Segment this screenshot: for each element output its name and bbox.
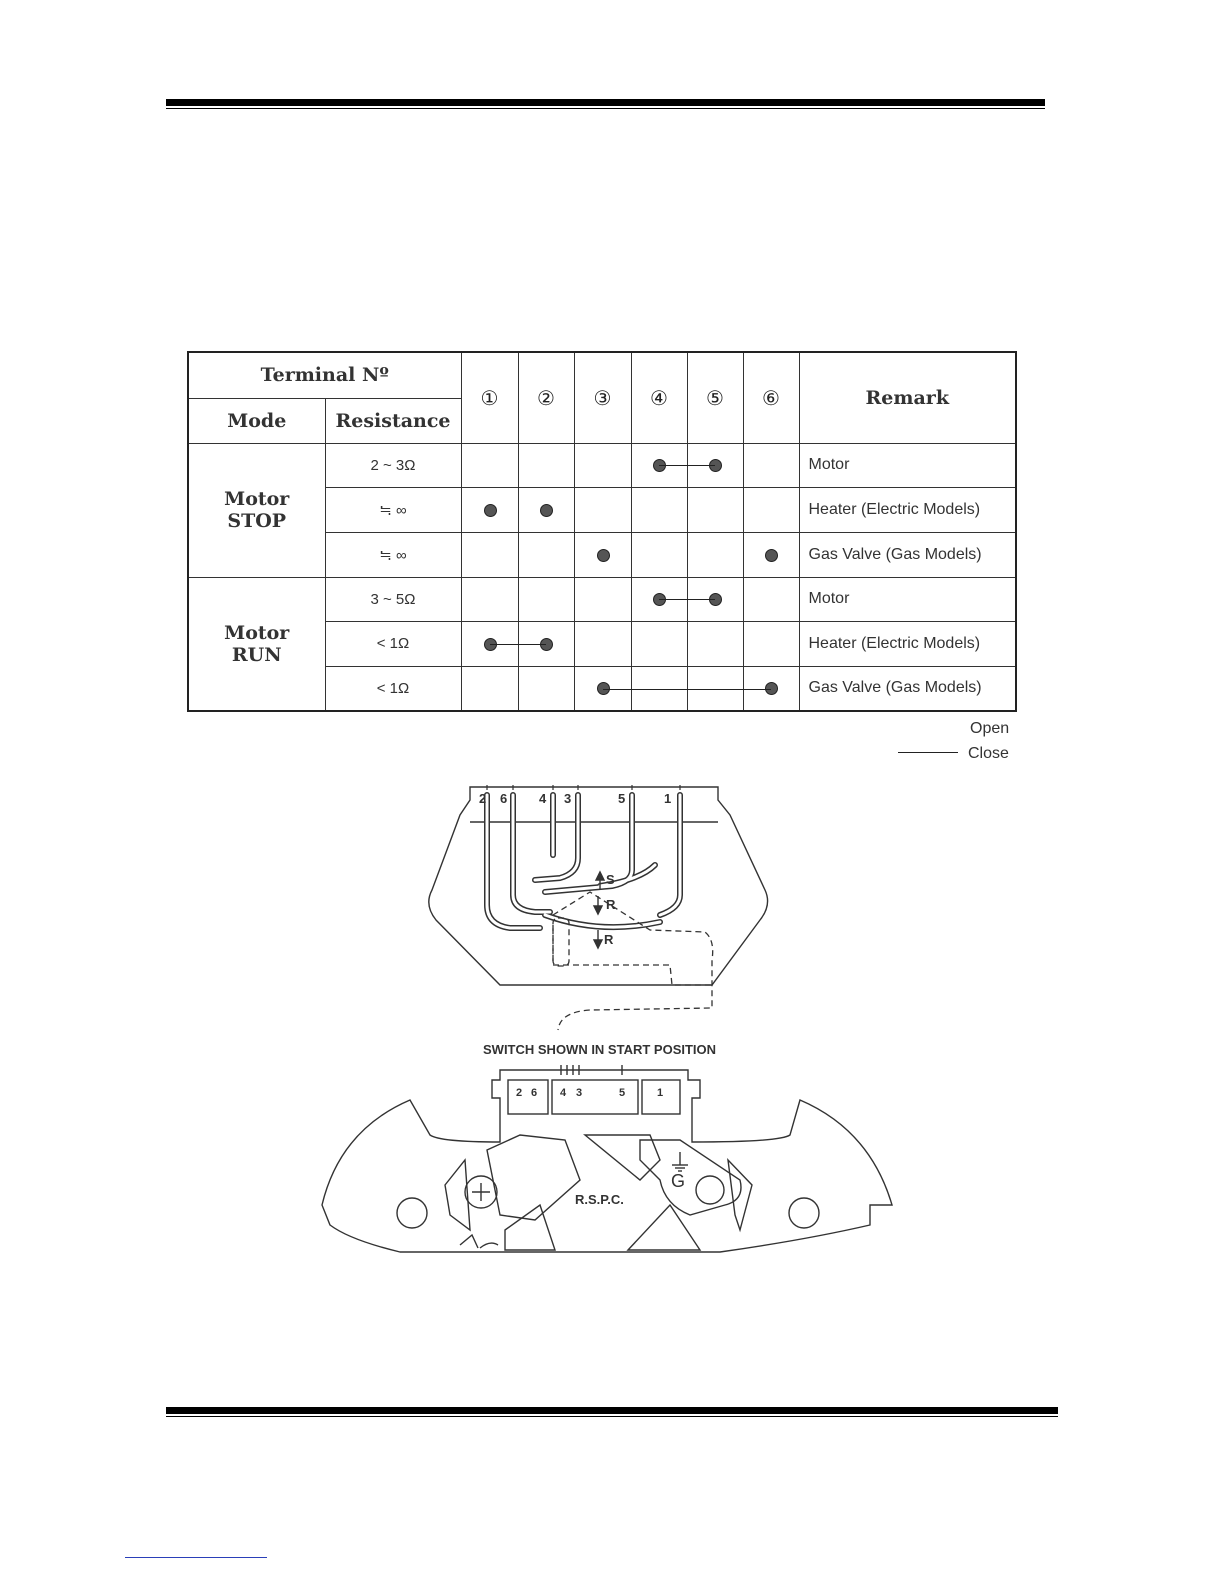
actuator-dashed: [553, 892, 713, 1030]
remark-header: Remark: [799, 352, 1016, 443]
legend-open: Open: [970, 720, 1010, 737]
diagram-caption: SWITCH SHOWN IN START POSITION: [483, 1042, 717, 1057]
bottom-terminal-label: 2: [516, 1087, 523, 1099]
bottom-rule-thin: [166, 1416, 1058, 1417]
terminal-6-header: ⑥: [743, 352, 799, 443]
arrow-label-s: S: [606, 872, 615, 887]
top-terminal-label: 4: [539, 791, 547, 806]
arrow-label-r2: R: [604, 932, 614, 947]
bottom-terminal-label: 3: [576, 1087, 583, 1099]
remark-cell: Motor: [799, 577, 1016, 621]
footer-link-underline: [125, 1557, 267, 1558]
resistance-cell: < 1Ω: [325, 666, 461, 711]
mode-line: Motor: [224, 488, 290, 510]
cutout-3: [585, 1135, 660, 1180]
top-terminal-label: 3: [564, 791, 572, 806]
cutout-4: [628, 1205, 700, 1250]
resistance-cell: < 1Ω: [325, 621, 461, 666]
bottom-terminal-label: 5: [619, 1087, 626, 1099]
remark-cell: Gas Valve (Gas Models): [799, 532, 1016, 577]
terminal-box-26: [508, 1080, 548, 1114]
terminal-no-header: Terminal Nº: [188, 352, 461, 398]
terminal-connection-line: [603, 689, 772, 690]
mode-header: Mode: [188, 398, 325, 443]
legend-close: Close: [968, 745, 1009, 762]
center-label: R.S.P.C.: [575, 1192, 624, 1207]
top-terminal-label: 2: [479, 791, 487, 806]
mode-line: Motor: [224, 621, 290, 644]
top-terminal-label: 1: [664, 791, 672, 806]
remark-cell: Gas Valve (Gas Models): [799, 666, 1016, 711]
resistance-cell: ≒ ∞: [325, 532, 461, 577]
terminal-connection-line: [490, 644, 547, 645]
terminal-4-header: ④: [631, 352, 687, 443]
remark-cell: Heater (Electric Models): [799, 621, 1016, 666]
terminal-2-header: ②: [518, 352, 574, 443]
clip-left: [445, 1160, 470, 1230]
mount-hole-left: [397, 1198, 427, 1228]
resistance-header: Resistance: [325, 398, 461, 443]
contact-strips: [487, 795, 680, 928]
ground-label: G: [671, 1171, 686, 1191]
mode-line: STOP: [227, 510, 287, 532]
bottom-terminal-label: 1: [657, 1087, 664, 1099]
terminal-3-header: ③: [574, 352, 631, 443]
remark-cell: Motor: [799, 443, 1016, 487]
mode-line: RUN: [231, 643, 282, 666]
terminal-5-header: ⑤: [687, 352, 743, 443]
terminal-connection-line: [659, 465, 715, 466]
top-terminal-label: 5: [618, 791, 626, 806]
top-terminal-label: 6: [500, 791, 508, 806]
bottom-terminal-labels: [516, 1087, 663, 1099]
ground-hole: [696, 1176, 724, 1204]
ground-lever: [640, 1140, 741, 1215]
remark-cell: Heater (Electric Models): [799, 487, 1016, 532]
terminal-connection-line: [659, 599, 715, 600]
mount-hole-right: [789, 1198, 819, 1228]
resistance-cell: 3 ~ 5Ω: [325, 577, 461, 621]
bottom-terminal-label: 4: [560, 1087, 567, 1099]
bottom-rule: [166, 1407, 1058, 1414]
bottom-body-outline: [322, 1070, 892, 1252]
cutout-2: [505, 1205, 555, 1250]
cutout-1: [487, 1135, 580, 1220]
resistance-cell: 2 ~ 3Ω: [325, 443, 461, 487]
resistance-cell: ≒ ∞: [325, 487, 461, 532]
bottom-terminal-label: 6: [531, 1087, 538, 1099]
arrow-label-r: R: [606, 897, 616, 912]
switch-bottom-diagram: [322, 1065, 892, 1252]
terminal-1-header: ①: [461, 352, 518, 443]
